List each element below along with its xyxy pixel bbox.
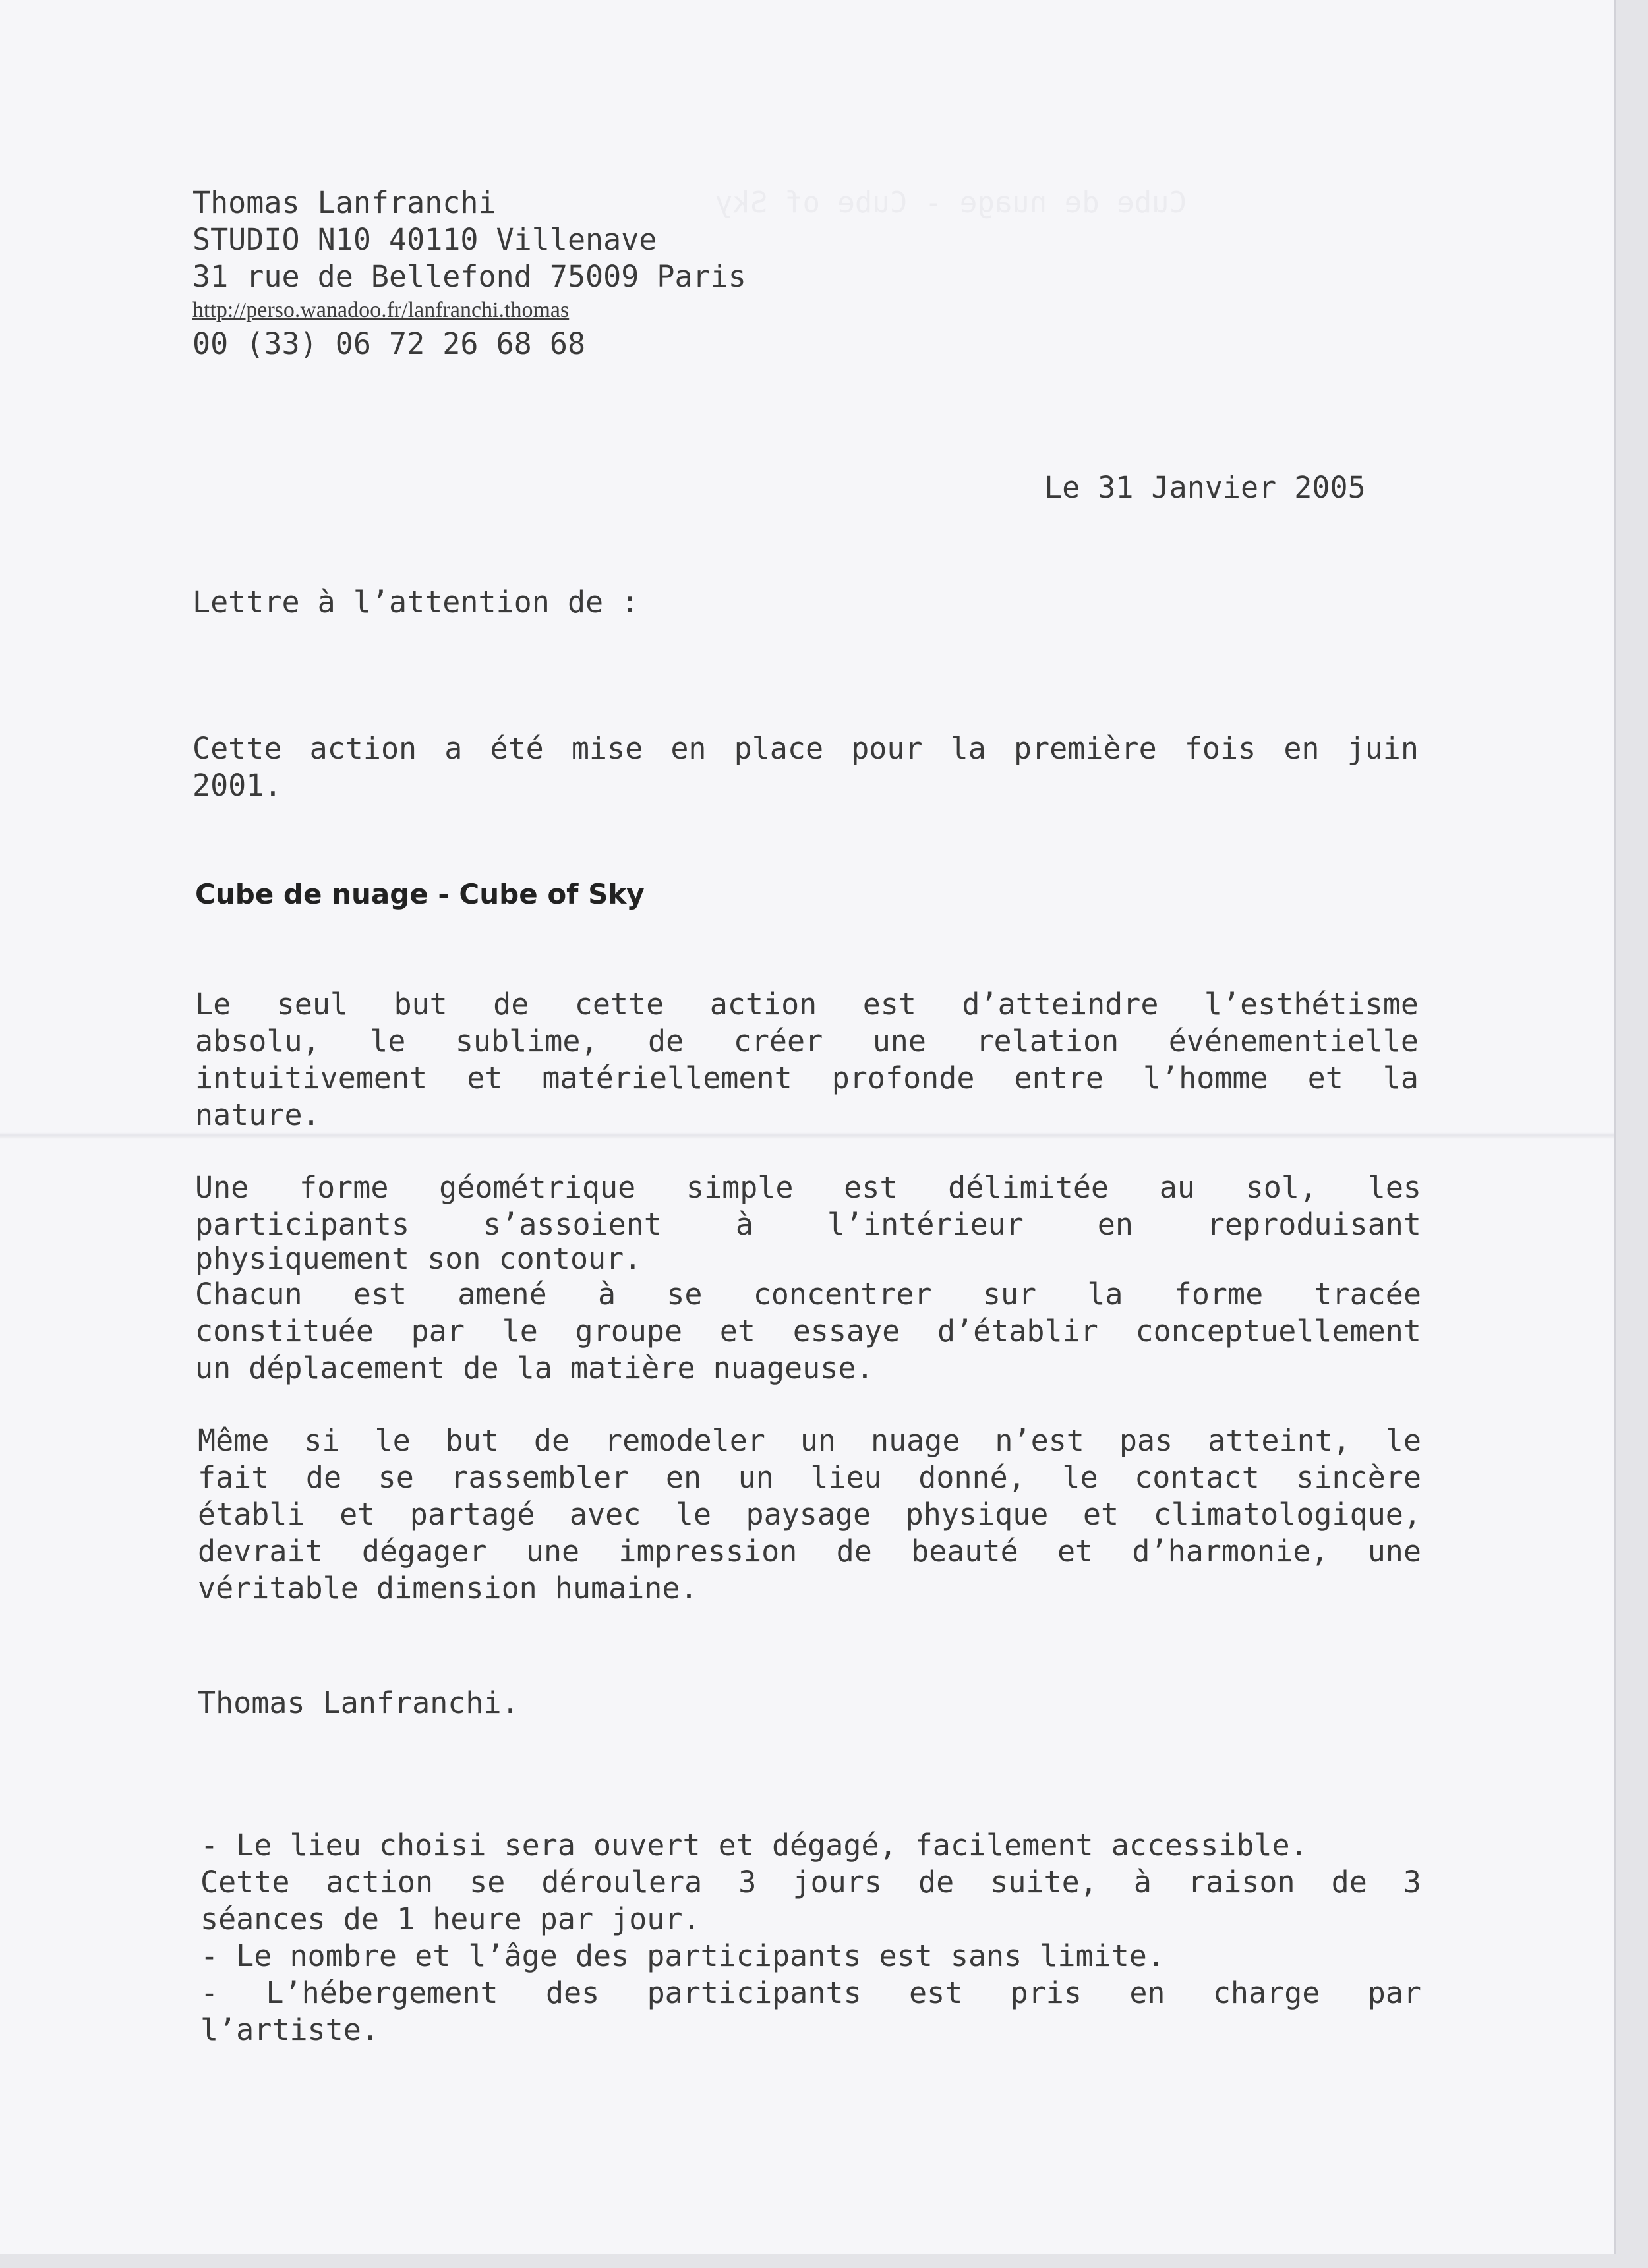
notes-line-6: l’artiste. <box>200 2012 379 2047</box>
notes-line-5: - L’hébergement des participants est pris en charge par <box>200 1975 1421 2010</box>
show-through-text: Cube de nuage - Cube of Sky <box>715 186 1187 219</box>
para1-line-2: absolu, le sublime, de créer une relation événementielle <box>195 1024 1419 1059</box>
para1-line-4: nature. <box>195 1097 320 1132</box>
sender-address: 31 rue de Bellefond 75009 Paris <box>192 259 746 294</box>
sender-studio: STUDIO N10 40110 Villenave <box>192 222 657 257</box>
para2-line-3: physiquement son contour. <box>195 1241 642 1276</box>
para3-line-2: fait de se rassembler en un lieu donné, le contact sincère <box>198 1460 1421 1495</box>
para3-line-1: Même si le but de remodeler un nuage n’est pas atteint, le <box>198 1423 1421 1458</box>
action-title: Cube de nuage - Cube of Sky <box>195 878 645 910</box>
notes-line-4: - Le nombre et l’âge des participants est sans limite. <box>200 1938 1165 1973</box>
notes-line-3: séances de 1 heure par jour. <box>200 1902 701 1936</box>
para3-line-3: établi et partagé avec le paysage physique et climatologique, <box>198 1497 1421 1532</box>
para2-line-1: Une forme géométrique simple est délimitée au sol, les <box>195 1170 1421 1205</box>
para2-line-6: un déplacement de la matière nuageuse. <box>195 1351 874 1385</box>
sender-name: Thomas Lanfranchi <box>192 185 496 220</box>
letter-date: Le 31 Janvier 2005 <box>1044 470 1366 505</box>
para2-line-4: Chacun est amené à se concentrer sur la forme tracée <box>195 1277 1421 1312</box>
para1-line-3: intuitivement et matériellement profonde entre l’homme et la <box>195 1061 1419 1095</box>
para1-line-1: Le seul but de cette action est d’atteindre l’esthétisme <box>195 987 1419 1022</box>
intro-line-2: 2001. <box>192 768 282 803</box>
signature-name: Thomas Lanfranchi. <box>198 1685 519 1720</box>
attention-line: Lettre à l’attention de : <box>192 585 639 620</box>
sender-phone: 00 (33) 06 72 26 68 68 <box>192 326 586 361</box>
intro-line-1: Cette action a été mise en place pour la première fois en juin <box>192 731 1419 766</box>
sender-website-link[interactable]: http://perso.wanadoo.fr/lanfranchi.thomas <box>192 298 570 322</box>
para2-line-2: participants s’assoient à l’intérieur en reproduisant <box>195 1207 1421 1242</box>
notes-line-1: - Le lieu choisi sera ouvert et dégagé, facilement accessible. <box>200 1828 1308 1863</box>
para2-line-5: constituée par le groupe et essaye d’établir conceptuellement <box>195 1314 1421 1349</box>
para3-line-4: devrait dégager une impression de beauté et d’harmonie, une <box>198 1534 1421 1569</box>
notes-line-2: Cette action se déroulera 3 jours de suite, à raison de 3 <box>200 1865 1421 1900</box>
para3-line-5: véritable dimension humaine. <box>198 1571 698 1606</box>
